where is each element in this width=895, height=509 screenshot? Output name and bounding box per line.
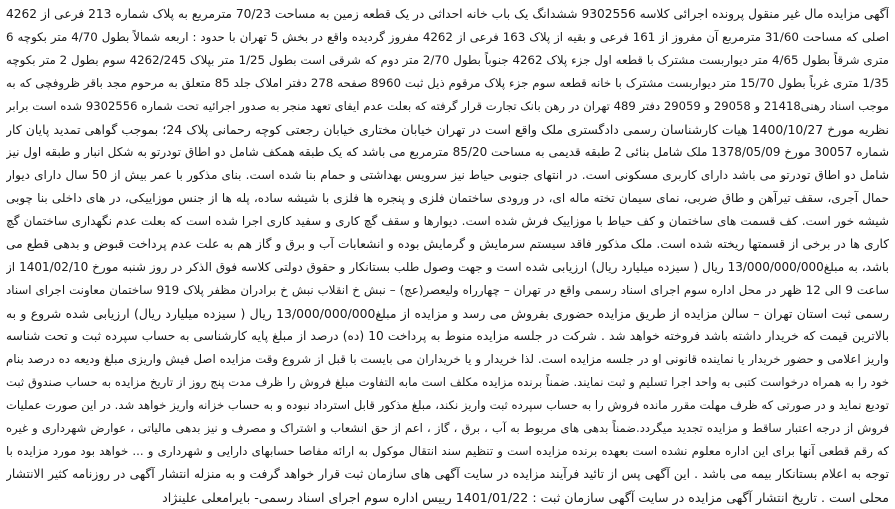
notice-text-line: کاری ها در برخی از قسمتها ریخته شده است. ملک مذکور فاقد سیستم سرمایش و گرمایش بوده و انشعابات آب و برق و گاز هم به علت عدم پرداخت قبوض و بدهی قطع می: [6, 237, 889, 251]
notice-text-line: واریز اعلامی و حضور خریدار یا نماینده قانونی او در جلسه مزایده است. لذا خریدار و یا خریداران می بایست با قبل از شروع وقت مزایده اصل فیش واریزی مبلغ ودیعه ده درصد بنام: [6, 352, 889, 366]
notice-text-line: حمال آجری، سقف تیرآهن و طاق ضربی، نمای سیمان تخته ماله ای، در ورودی ساختمان فلزی و پنجره ها فلزی با شیشه ساده، پله ها از جنس موزاییکی، در های داخلی بنا چوبی: [6, 191, 889, 205]
notice-text-line: ساعت 9 الی 12 ظهر در محل اداره سوم اجرای اسناد رسمی واقع در تهران – چهارراه ولیعصر(عج) – نبش خ انقلاب نبش خ برادران مظفر پلاک 919 ساختمان معاونت اجرای اسناد: [6, 283, 889, 297]
notice-text-line: شماره 30057 مورخ 1378/05/09 ملک شامل بنائی 2 طبقه قدیمی به مساحت 85/20 مترمربع می باشد که یک طبقه همکف شامل دو اطاق تودرتو به شکل انبار و طبقه اول نیز: [6, 145, 889, 159]
notice-text-line: 1/35 متری غرباً بطول 15/70 متر دیواربست مشترک با خانه قطعه سوم جزء پلاک مرقوم ذیل ثبت 8960 صفحه 278 دفتر املاک جلد 85 متعلق به مرحوم مجد باقر ظروفچی که به: [6, 76, 889, 90]
notice-text-line: باشد، به مبلغ13/000/000/000 ریال ( سیزده میلیارد ریال) ارزیابی شده است و جهت وصول طلب بستانکار و حقوق دولتی کلاسه فوق الذکر در روز شنبه مورخ 1401/02/10 از: [6, 260, 889, 274]
notice-text-line: اصلی که مساحت 31/60 مترمربع آن مفروز از 161 فرعی و بقیه از پلاک 163 فرعی از 4262 مفروز گردیده واقع در بخش 5 تهران با حدود : اربعه شمالاً بطول 4/70 متر بکوچه 6: [6, 30, 889, 44]
notice-text-line: توجه به اعلام بستانکار بیمه می باشد . این آگهی پس از تائید فرآیند مزایده در سایت آگهی های سازمان ثبت قرار خواهد گرفت و به منزله انتشار آگهی در روزنامه کثیر الانتشار: [6, 467, 889, 481]
notice-text-line: رسمی ثبت استان تهران – سالن مزایده از طریق مزایده حضوری بفروش می رسد و مزایده از مبلغ13/000/000/000 ریال ( سیزده میلیارد ریال) ارزیابی شده شروع و به: [6, 306, 889, 321]
notice-text-line: تودیع نماید و در صورتی که ظرف مهلت مقرر مانده فروش را به حساب سپرده ثبت واریز نکند، مبلغ مذکور قابل استرداد نبوده و به حساب خزانه واریز خواهد شد. در این صورت عملیات: [6, 398, 889, 412]
notice-text-line: فروش از درجه اعتبار ساقط و مزایده تجدید میگردد.ضمناً بدهی های مربوط به آب ، برق ، گاز ، اعم از حق انشعاب و اشتراک و مصرف و نیز بدهی مالیاتی ، عوارض شهرداری و غیره: [6, 421, 889, 435]
notice-text-line: شامل دو اطاق تودرتو می باشد دارای کاربری مسکونی است. در انتهای جنوبی حیاط نیز سرویس بهداشتی و حمام بنا شده است. بنای مذکور با عمر بیش از 50 سال دارای دیوار: [6, 168, 889, 182]
notice-text-line: خود را به همراه درخواست کتبی به واحد اجرا تسلیم و ثبت نمایند. ضمناً برنده مزایده مکلف است مابه التفاوت مبلغ فروش را ظرف مدت پنج روز از تاریخ مزایده به حساب صندوق ثبت: [6, 375, 889, 389]
notice-text-line: متری شرقاً بطول 4/65 متر دیواربست مشترک با قطعه اول جزء پلاک 4262 جنوباً بطول 2/70 متر دوم که شرقی است بطول 1/25 متر بپلاک 4262/245 سوم بطول 2 متر بکوچه: [6, 53, 889, 67]
notice-text-line: آگهی مزایده مال غیر منقول پرونده اجرائی کلاسه 9302556 ششدانگ یک باب خانه احداثی در یک قطعه زمین به مساحت 70/23 مترمربع به پلاک شماره 213 فرعی از 4262: [6, 7, 889, 21]
notice-text-line: محلی است . تاریخ انتشار آگهی مزایده در سایت آگهی سازمان ثبت : 1401/01/22 رییس اداره سوم اجرای اسناد رسمی- بایرامعلی علینژاد: [162, 490, 889, 505]
notice-text-line: شیشه خور است. کف قسمت های ساختمان و کف حیاط با موزاییک فرش شده است. دیوارها و سقف گچ کاری و سفید کاری اجرا شده است که بعلت عدم نگهداری ساختمان گچ: [6, 214, 889, 228]
notice-text-line: نظریه مورخ 1400/10/27 هیات کارشناسان رسمی دادگستری ملک واقع است در تهران خیابان مختاری خیابان رجعتی کوچه رحمانی پلاک 24؛ بموجب گواهی تمدید پایان کار: [6, 122, 889, 137]
notice-body: [6, 3, 889, 509]
notice-text-line: بالاترین قیمت که خریدار داشته باشد فروخته خواهد شد . شرکت در جلسه مزایده منوط به پرداخت 10 (ده) درصد از مبلغ پایه کارشناسی به حساب سپرده ثبت و تحت شناسه: [6, 329, 889, 343]
notice-text-line: که رقم قطعی آنها برای این اداره معلوم نشده است بعهده برنده مزایده است و تنظیم سند انتقال موکول به ارائه مفاصا حسابهای دارایی و شهرداری و ... خواهد بود مورد مزایده با: [6, 444, 889, 458]
notice-text-line: موجب اسناد رهنی21418 و 29058 و 29059 دفتر 489 تهران در رهن بانک تجارت قرار گرفته که بعلت عدم ایفای تعهد منجر به صدور اجرائیه تحت شماره 9302556 شده است برابر: [6, 99, 889, 113]
